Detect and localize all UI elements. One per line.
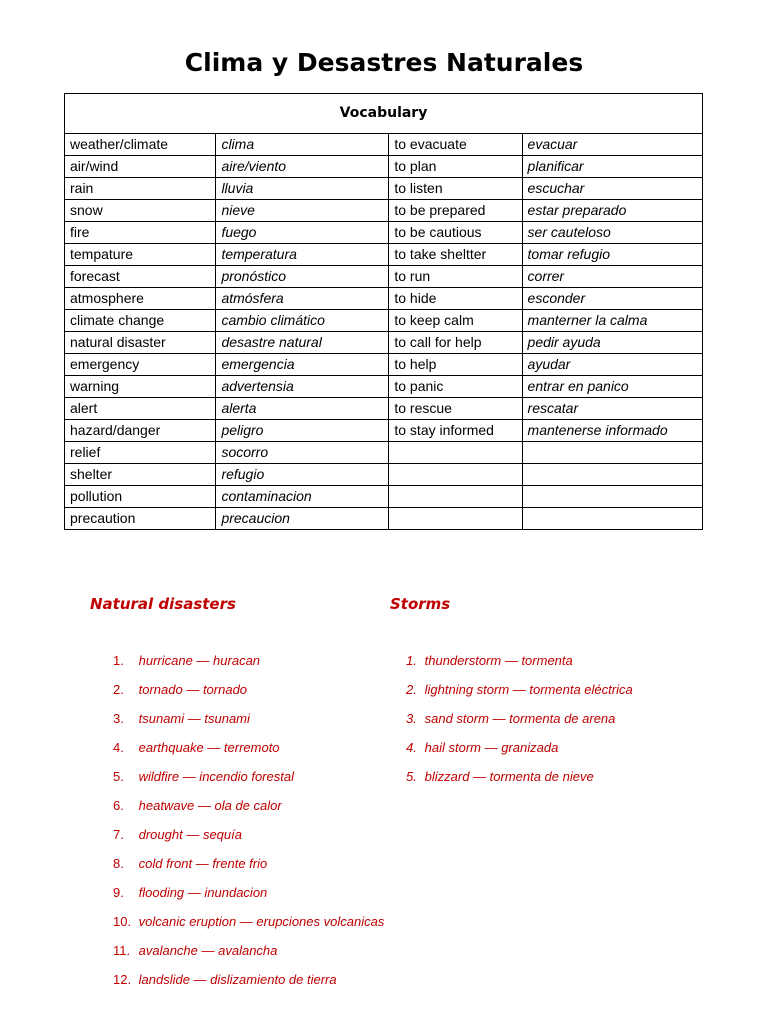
list-text: cold front — frente frio: [138, 856, 268, 871]
list-number: 5.: [406, 769, 417, 784]
list-text: sand storm — tormenta de arena: [424, 711, 616, 726]
table-row: [65, 398, 703, 420]
list-number: 4.: [113, 740, 124, 755]
table-row: [65, 310, 703, 332]
spanish-verb-cell: evacuar: [522, 134, 702, 156]
list-text: tornado — tornado: [138, 682, 248, 697]
storm-item: [406, 767, 633, 796]
english-verb-cell: to evacuate: [389, 134, 522, 156]
english-verb-cell: to help: [389, 354, 522, 376]
list-number: 1.: [406, 653, 417, 668]
list-text: landslide — dislizamiento de tierra: [138, 972, 337, 987]
list-text: volcanic eruption — erupciones volcanicas: [138, 914, 385, 929]
english-verb-cell: to be prepared: [389, 200, 522, 222]
english-verb-cell: to hide: [389, 288, 522, 310]
english-term-cell: hazard/danger: [65, 420, 216, 442]
list-number: 12.: [113, 972, 132, 987]
spanish-verb-cell: tomar refugio: [522, 244, 702, 266]
spanish-verb-cell: [522, 486, 702, 508]
list-text: heatwave — ola de calor: [138, 798, 282, 813]
table-row: [65, 442, 703, 464]
table-row: [65, 332, 703, 354]
english-term-cell: alert: [65, 398, 216, 420]
table-row: [65, 354, 703, 376]
spanish-verb-cell: entrar en panico: [522, 376, 702, 398]
english-term-cell: warning: [65, 376, 216, 398]
list-number: 8.: [113, 856, 124, 871]
english-verb-cell: [389, 464, 522, 486]
table-row: [65, 134, 703, 156]
storms-heading: Storms: [390, 595, 451, 613]
spanish-term-cell: peligro: [216, 420, 389, 442]
english-verb-cell: to take sheltter: [389, 244, 522, 266]
spanish-verb-cell: estar preparado: [522, 200, 702, 222]
english-verb-cell: [389, 442, 522, 464]
storms-list: [406, 651, 633, 796]
english-term-cell: climate change: [65, 310, 216, 332]
table-row: [65, 508, 703, 530]
spanish-verb-cell: ayudar: [522, 354, 702, 376]
list-text: drought — sequía: [138, 827, 242, 842]
table-row: [65, 244, 703, 266]
storm-item: [406, 680, 633, 709]
english-term-cell: atmosphere: [65, 288, 216, 310]
english-verb-cell: to run: [389, 266, 522, 288]
spanish-verb-cell: [522, 442, 702, 464]
spanish-term-cell: pronóstico: [216, 266, 389, 288]
spanish-term-cell: precaucion: [216, 508, 389, 530]
disaster-item: [113, 854, 384, 883]
storm-item: [406, 738, 633, 767]
list-text: hurricane — huracan: [138, 653, 261, 668]
english-term-cell: air/wind: [65, 156, 216, 178]
disaster-item: [113, 738, 384, 767]
spanish-term-cell: clima: [216, 134, 389, 156]
spanish-term-cell: refugio: [216, 464, 389, 486]
spanish-verb-cell: manterner la calma: [522, 310, 702, 332]
spanish-term-cell: emergencia: [216, 354, 389, 376]
english-term-cell: tempature: [65, 244, 216, 266]
list-number: 3.: [113, 711, 124, 726]
spanish-term-cell: desastre natural: [216, 332, 389, 354]
list-text: tsunami — tsunami: [138, 711, 250, 726]
disaster-item: [113, 651, 384, 680]
list-number: 5.: [113, 769, 124, 784]
list-text: flooding — inundacion: [138, 885, 268, 900]
spanish-verb-cell: [522, 508, 702, 530]
disaster-item: [113, 970, 384, 999]
list-number: 1.: [113, 653, 124, 668]
spanish-verb-cell: [522, 464, 702, 486]
disaster-item: [113, 825, 384, 854]
english-term-cell: relief: [65, 442, 216, 464]
spanish-verb-cell: ser cauteloso: [522, 222, 702, 244]
natural-disasters-list: [113, 651, 384, 999]
table-row: [65, 486, 703, 508]
list-number: 10.: [113, 914, 132, 929]
spanish-term-cell: temperatura: [216, 244, 389, 266]
page-title: Clima y Desastres Naturales: [184, 48, 584, 77]
table-row: [65, 266, 703, 288]
list-number: 11.: [113, 943, 131, 958]
list-text: thunderstorm — tormenta: [424, 653, 573, 668]
english-term-cell: forecast: [65, 266, 216, 288]
english-verb-cell: to listen: [389, 178, 522, 200]
list-text: blizzard — tormenta de nieve: [424, 769, 594, 784]
english-verb-cell: to be cautious: [389, 222, 522, 244]
table-row: [65, 178, 703, 200]
english-verb-cell: [389, 486, 522, 508]
table-row: [65, 420, 703, 442]
table-row: [65, 376, 703, 398]
spanish-term-cell: nieve: [216, 200, 389, 222]
spanish-term-cell: atmósfera: [216, 288, 389, 310]
english-term-cell: emergency: [65, 354, 216, 376]
disaster-item: [113, 796, 384, 825]
disaster-item: [113, 709, 384, 738]
spanish-term-cell: aire/viento: [216, 156, 389, 178]
english-verb-cell: to keep calm: [389, 310, 522, 332]
table-row: [65, 288, 703, 310]
disaster-item: [113, 883, 384, 912]
english-term-cell: weather/climate: [65, 134, 216, 156]
spanish-term-cell: fuego: [216, 222, 389, 244]
english-term-cell: natural disaster: [65, 332, 216, 354]
spanish-verb-cell: escuchar: [522, 178, 702, 200]
spanish-verb-cell: planificar: [522, 156, 702, 178]
spanish-term-cell: socorro: [216, 442, 389, 464]
english-term-cell: shelter: [65, 464, 216, 486]
vocabulary-header: Vocabulary: [65, 94, 703, 134]
english-verb-cell: to rescue: [389, 398, 522, 420]
list-number: 3.: [406, 711, 417, 726]
disaster-item: [113, 680, 384, 709]
table-row: [65, 156, 703, 178]
spanish-term-cell: alerta: [216, 398, 389, 420]
vocabulary-body: [65, 134, 703, 530]
english-verb-cell: to call for help: [389, 332, 522, 354]
table-row: [65, 464, 703, 486]
spanish-term-cell: lluvia: [216, 178, 389, 200]
natural-disasters-heading: Natural disasters: [90, 595, 236, 613]
spanish-term-cell: contaminacion: [216, 486, 389, 508]
english-verb-cell: to panic: [389, 376, 522, 398]
spanish-verb-cell: mantenerse informado: [522, 420, 702, 442]
list-number: 2.: [113, 682, 124, 697]
list-number: 6.: [113, 798, 124, 813]
spanish-verb-cell: pedir ayuda: [522, 332, 702, 354]
disaster-item: [113, 912, 384, 941]
english-verb-cell: to stay informed: [389, 420, 522, 442]
table-row: [65, 200, 703, 222]
list-text: hail storm — granizada: [424, 740, 559, 755]
list-text: avalanche — avalancha: [138, 943, 278, 958]
list-text: lightning storm — tormenta eléctrica: [424, 682, 633, 697]
english-verb-cell: to plan: [389, 156, 522, 178]
list-text: earthquake — terremoto: [138, 740, 280, 755]
storm-item: [406, 651, 633, 680]
english-term-cell: precaution: [65, 508, 216, 530]
table-row: [65, 222, 703, 244]
disaster-item: [113, 941, 384, 970]
english-term-cell: snow: [65, 200, 216, 222]
english-term-cell: rain: [65, 178, 216, 200]
list-text: wildfire — incendio forestal: [138, 769, 294, 784]
english-verb-cell: [389, 508, 522, 530]
spanish-term-cell: advertensia: [216, 376, 389, 398]
disaster-item: [113, 767, 384, 796]
spanish-verb-cell: rescatar: [522, 398, 702, 420]
spanish-term-cell: cambio climático: [216, 310, 389, 332]
list-number: 4.: [406, 740, 417, 755]
english-term-cell: pollution: [65, 486, 216, 508]
english-term-cell: fire: [65, 222, 216, 244]
list-number: 9.: [113, 885, 124, 900]
list-number: 7.: [113, 827, 124, 842]
storm-item: [406, 709, 633, 738]
vocabulary-table: [64, 93, 703, 530]
list-number: 2.: [406, 682, 417, 697]
spanish-verb-cell: esconder: [522, 288, 702, 310]
spanish-verb-cell: correr: [522, 266, 702, 288]
